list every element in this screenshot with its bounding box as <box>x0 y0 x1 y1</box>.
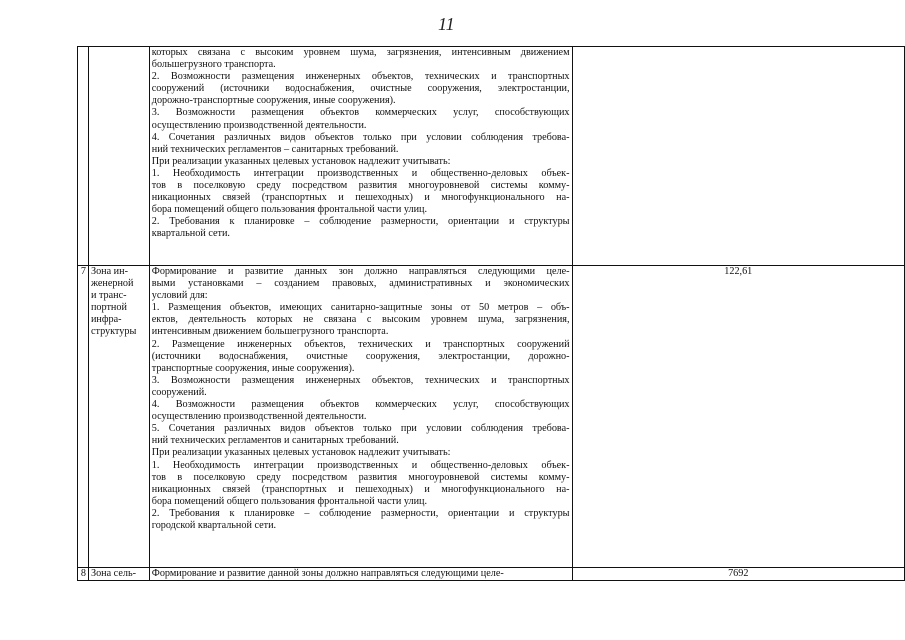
description-line: ний технических регламентов – санитарных требований. <box>151 143 399 155</box>
description-line: 3. Возможности размещения объектов коммерческих услуг, способствующих <box>151 107 570 119</box>
description-line: ектов, деятельность которых не связана с высоким уровнем шума, загрязнения, <box>151 314 570 326</box>
zone-area <box>572 47 904 266</box>
description-line: 2. Требования к планировке – соблюдение размерности, ориентации и структуры <box>151 507 570 519</box>
description-line: большегрузного транспорта. <box>151 59 276 71</box>
zone-description <box>149 568 572 581</box>
page-number: 11 <box>438 14 455 34</box>
zone-name-line: портной <box>90 302 127 314</box>
description-line: транспортные сооружения, иные сооружения). <box>151 362 355 374</box>
description-line: никационных связей (транспортных и пешеходных) и многофункционального на- <box>151 192 570 204</box>
zone-description <box>149 266 572 568</box>
description-line: При реализации указанных целевых установок надлежит учитывать: <box>151 447 451 459</box>
description-line: осуществлению производственной деятельности. <box>151 411 367 423</box>
description-line: 1. Размещения объектов, имеющих санитарно-защитные зоны от 50 метров – объ- <box>151 302 570 314</box>
description-line: Формирование и развитие данных зон должно направляться следующими целе- <box>151 266 570 277</box>
zone-name-line: инфра- <box>90 314 122 326</box>
zone-name <box>88 568 149 581</box>
zone-name-line: Зона сель- <box>90 568 136 579</box>
description-line: 4. Возможности размещения объектов коммерческих услуг, способствующих <box>151 399 570 411</box>
table-row <box>78 266 905 568</box>
zone-name-line: и транс- <box>90 290 127 302</box>
description-line: интенсивным движением большегрузного транспорта. <box>151 326 389 338</box>
description-line: дорожно-транспортные сооружения, иные сооружения). <box>151 95 396 107</box>
zone-name-line: Зона ин- <box>90 266 128 277</box>
description-line: осуществлению производственной деятельности. <box>151 119 367 131</box>
zone-name <box>88 266 149 568</box>
description-line: тов в поселковую среду посредством развития многоуровневой системы комму- <box>151 471 570 483</box>
zone-area: 122,61 <box>572 266 904 568</box>
table-row <box>78 568 905 581</box>
zone-name-line: женерной <box>90 278 134 290</box>
description-line: 5. Сочетания различных видов объектов только при условии соблюдения требова- <box>151 423 570 435</box>
description-line: 2. Требования к планировке – соблюдение размерности, ориентации и структуры <box>151 216 570 228</box>
description-line: сооружений. <box>151 386 207 398</box>
description-line: (источники водоснабжения, очистные сооружения, электростанции, дорожно- <box>151 350 570 362</box>
description-line: 2. Возможности размещения инженерных объектов, технических и транспортных <box>151 71 570 83</box>
description-line: 3. Возможности размещения инженерных объектов, технических и транспортных <box>151 374 570 386</box>
description-line: При реализации указанных целевых установок надлежит учитывать: <box>151 155 451 167</box>
description-line: условий для: <box>151 290 208 302</box>
description-line: выми установками – созданием правовых, административных и экономических <box>151 278 570 290</box>
description-line: Формирование и развитие данной зоны должно направляться следующими целе- <box>151 568 504 579</box>
description-line: 4. Сочетания различных видов объектов только при условии соблюдения требова- <box>151 131 570 143</box>
zones-table <box>77 46 905 581</box>
description-line: тов в поселковую среду посредством развития многоуровневой системы комму- <box>151 180 570 192</box>
description-line: городской квартальной сети. <box>151 519 277 531</box>
zone-description <box>149 47 572 266</box>
zone-area: 7692 <box>572 568 904 581</box>
row-number <box>78 47 89 266</box>
zone-name-line: структуры <box>90 326 137 338</box>
description-line: бора помещений общего пользования фронтальной части улиц. <box>151 495 428 507</box>
row-number: 7 <box>78 266 89 568</box>
description-line: ний технических регламентов и санитарных требований. <box>151 435 399 447</box>
row-number: 8 <box>78 568 89 581</box>
description-line: 1. Необходимость интеграции производственных и общественно-деловых объек- <box>151 459 570 471</box>
zone-name <box>88 47 149 266</box>
description-line: которых связана с высоким уровнем шума, загрязнения, интенсивным движением <box>151 47 570 58</box>
description-line: сооружений (источники водоснабжения, очистные сооружения, электростанции, <box>151 83 570 95</box>
description-line: бора помещений общего пользования фронтальной части улиц. <box>151 204 428 216</box>
description-line: 2. Размещение инженерных объектов, технических и транспортных сооружений <box>151 338 570 350</box>
table-row <box>78 47 905 266</box>
description-line: 1. Необходимость интеграции производственных и общественно-деловых объек- <box>151 167 570 179</box>
description-line: никационных связей (транспортных и пешеходных) и многофункционального на- <box>151 483 570 495</box>
description-line: квартальной сети. <box>151 228 230 240</box>
